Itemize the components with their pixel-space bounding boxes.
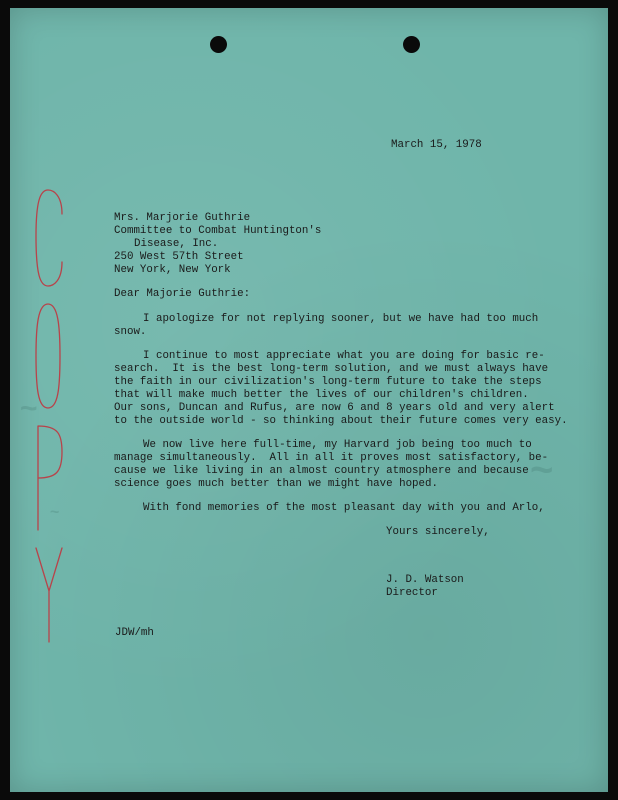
- typist-initials: JDW/mh: [115, 627, 154, 639]
- recipient-org-line1: Committee to Combat Huntington's: [114, 225, 322, 237]
- recipient-org-line2: Disease, Inc.: [134, 238, 219, 250]
- bleed-through-mark: ~: [530, 448, 558, 492]
- signature-title: Director: [386, 587, 438, 599]
- copy-stamp: [32, 186, 72, 646]
- letter-sheet: [10, 8, 608, 792]
- bleed-through-mark: ~: [20, 392, 44, 425]
- paragraph-line: With fond memories of the most pleasant day with you and Arlo,: [143, 502, 545, 514]
- recipient-city: New York, New York: [114, 264, 231, 276]
- paragraph-line: search. It is the best long-term solution, and we must always have: [114, 363, 549, 375]
- paragraph-line: science goes much better than we might have hoped.: [114, 478, 438, 490]
- signature-name: J. D. Watson: [386, 574, 464, 586]
- bleed-through-mark: ~: [50, 504, 63, 521]
- paragraph-line: the faith in our civilization's long-term future to take the steps: [114, 376, 542, 388]
- closing: Yours sincerely,: [386, 526, 490, 538]
- salutation: Dear Majorie Guthrie:: [114, 288, 251, 300]
- paragraph-line: that will make much better the lives of our children's children.: [114, 389, 529, 401]
- punch-hole-left: [210, 36, 227, 53]
- letter-date: March 15, 1978: [391, 139, 482, 151]
- paragraph-line: I apologize for not replying sooner, but we have had too much: [143, 313, 539, 325]
- paragraph-line: manage simultaneously. All in all it proves most satisfactory, be-: [114, 452, 549, 464]
- paragraph-line: snow.: [114, 326, 147, 338]
- paragraph-line: cause we like living in an almost country atmosphere and because: [114, 465, 529, 477]
- punch-hole-right: [403, 36, 420, 53]
- paragraph-line: to the outside world - so thinking about their future comes very easy.: [114, 415, 568, 427]
- paragraph-line: Our sons, Duncan and Rufus, are now 6 and 8 years old and very alert: [114, 402, 555, 414]
- paragraph-line: I continue to most appreciate what you are doing for basic re-: [143, 350, 545, 362]
- paragraph-line: We now live here full-time, my Harvard job being too much to: [143, 439, 532, 451]
- recipient-name: Mrs. Marjorie Guthrie: [114, 212, 251, 224]
- recipient-street: 250 West 57th Street: [114, 251, 244, 263]
